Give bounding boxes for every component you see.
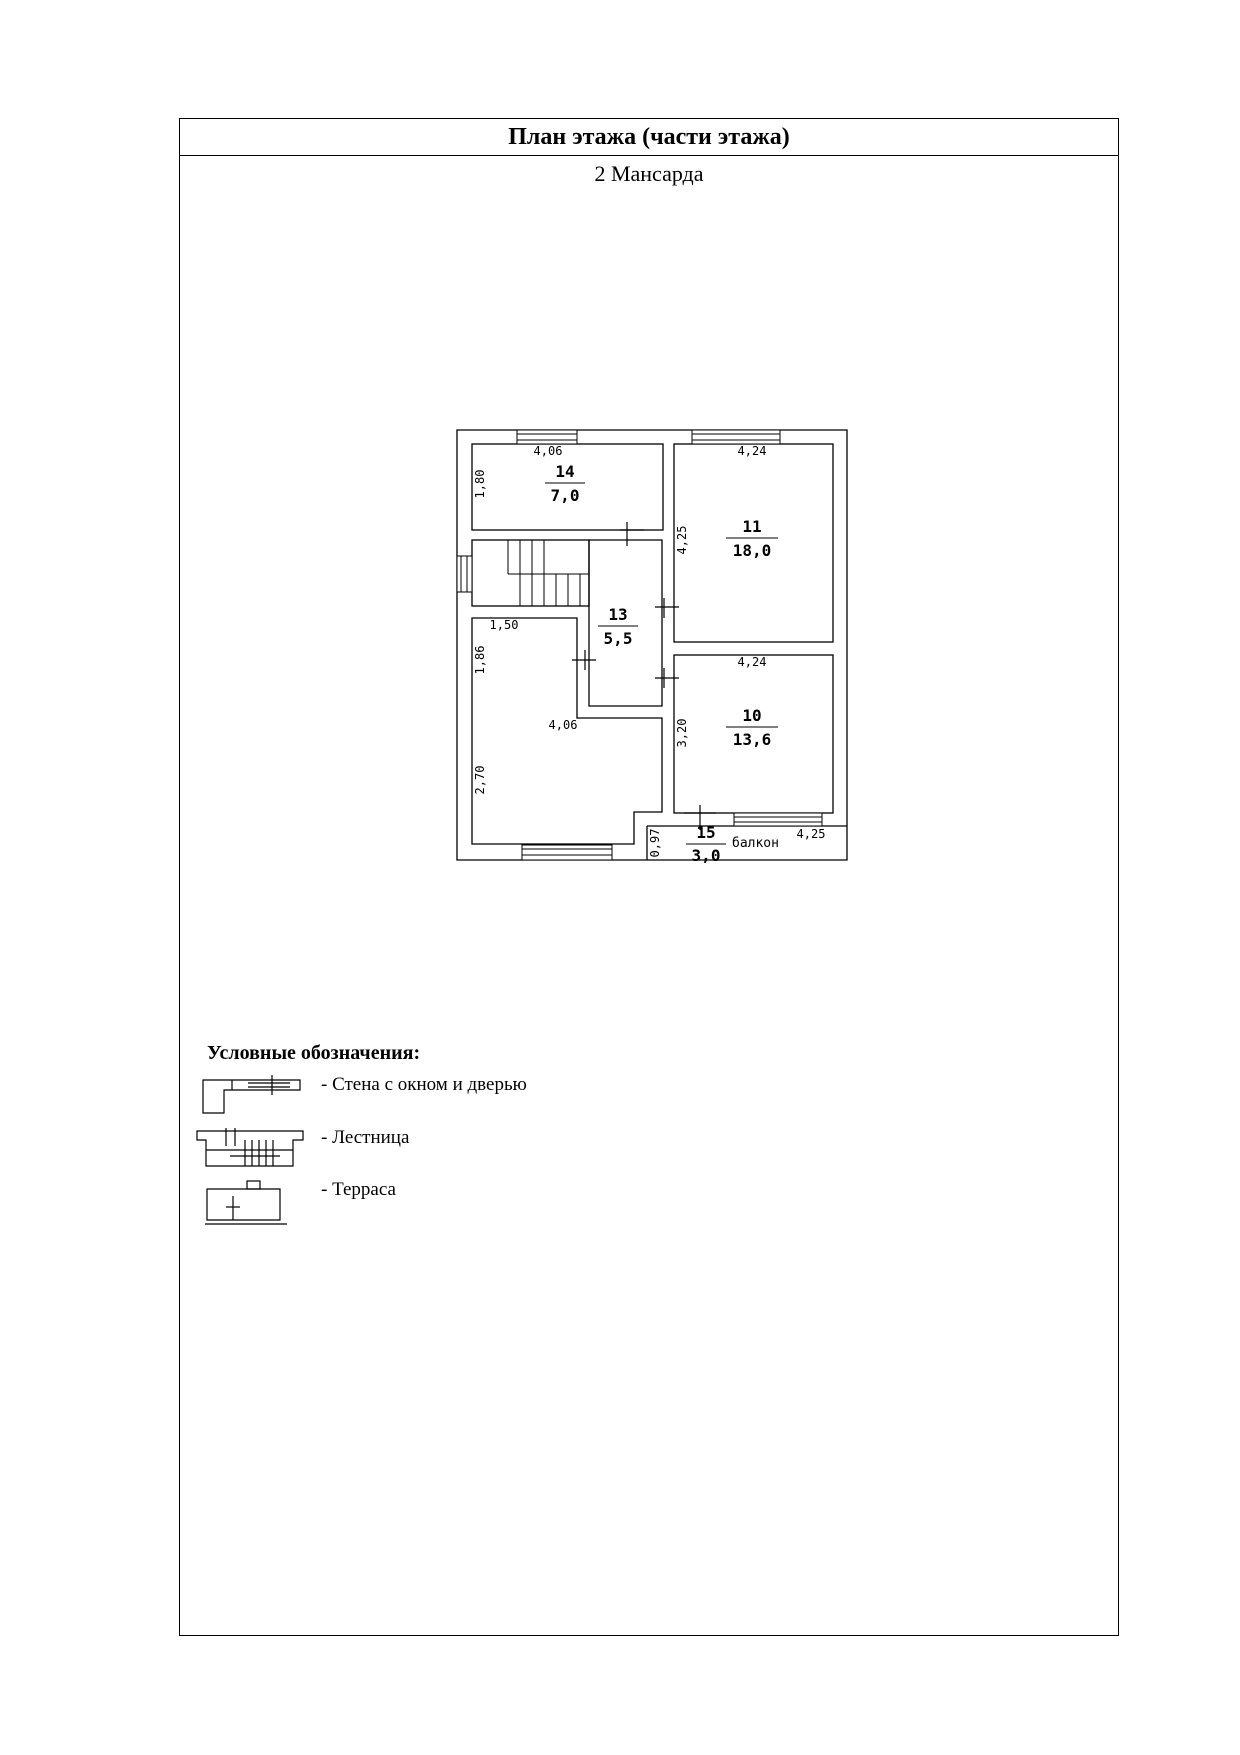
stairs-legend-icon: [197, 1128, 303, 1166]
room-11-number: 11: [742, 517, 762, 536]
stair-outline: [472, 540, 589, 606]
stairs-icon: [508, 540, 589, 606]
dim-balcony-depth: 0,97: [648, 828, 662, 858]
dim-hall-width: 1,50: [489, 618, 519, 632]
dim-r11-height: 4,25: [675, 525, 689, 555]
room-14-area: 7,0: [550, 486, 580, 505]
room-10-area: 13,6: [732, 730, 772, 749]
dim-r14-height: 1,80: [473, 469, 487, 499]
page-title: План этажа (части этажа): [180, 119, 1118, 156]
room-15-label: балкон: [732, 836, 779, 851]
dim-r11-width: 4,24: [737, 444, 767, 458]
floor-name: 2 Мансарда: [594, 161, 704, 186]
wall-window-door-icon: [203, 1075, 300, 1113]
dim-r10-height: 3,20: [675, 718, 689, 748]
room-15-area: 3,0: [691, 846, 721, 865]
dim-big-height: 2,70: [473, 765, 487, 795]
terrace-icon: [205, 1181, 287, 1224]
legend-title: Условные обозначения:: [207, 1042, 421, 1064]
dim-hall-height: 1,86: [473, 645, 487, 675]
dim-r10-width: 4,24: [737, 655, 767, 669]
legend-item-terrace: - Терраса: [321, 1179, 396, 1200]
legend-item-stairs: - Лестница: [321, 1127, 410, 1148]
room-13-area: 5,5: [603, 629, 633, 648]
room-13-number: 13: [608, 605, 628, 624]
room-11-area: 18,0: [732, 541, 772, 560]
window-icon: [457, 430, 822, 860]
room-15-number: 15: [696, 823, 716, 842]
room-14-number: 14: [555, 462, 575, 481]
dim-big-width: 4,06: [548, 718, 578, 732]
dim-r14-width: 4,06: [533, 444, 563, 458]
legend-item-wall: - Стена с окном и дверью: [321, 1074, 527, 1095]
dim-balcony-width: 4,25: [796, 827, 826, 841]
room-10-number: 10: [742, 706, 762, 725]
outer-wall: [457, 430, 847, 860]
door-icon: [572, 522, 716, 830]
